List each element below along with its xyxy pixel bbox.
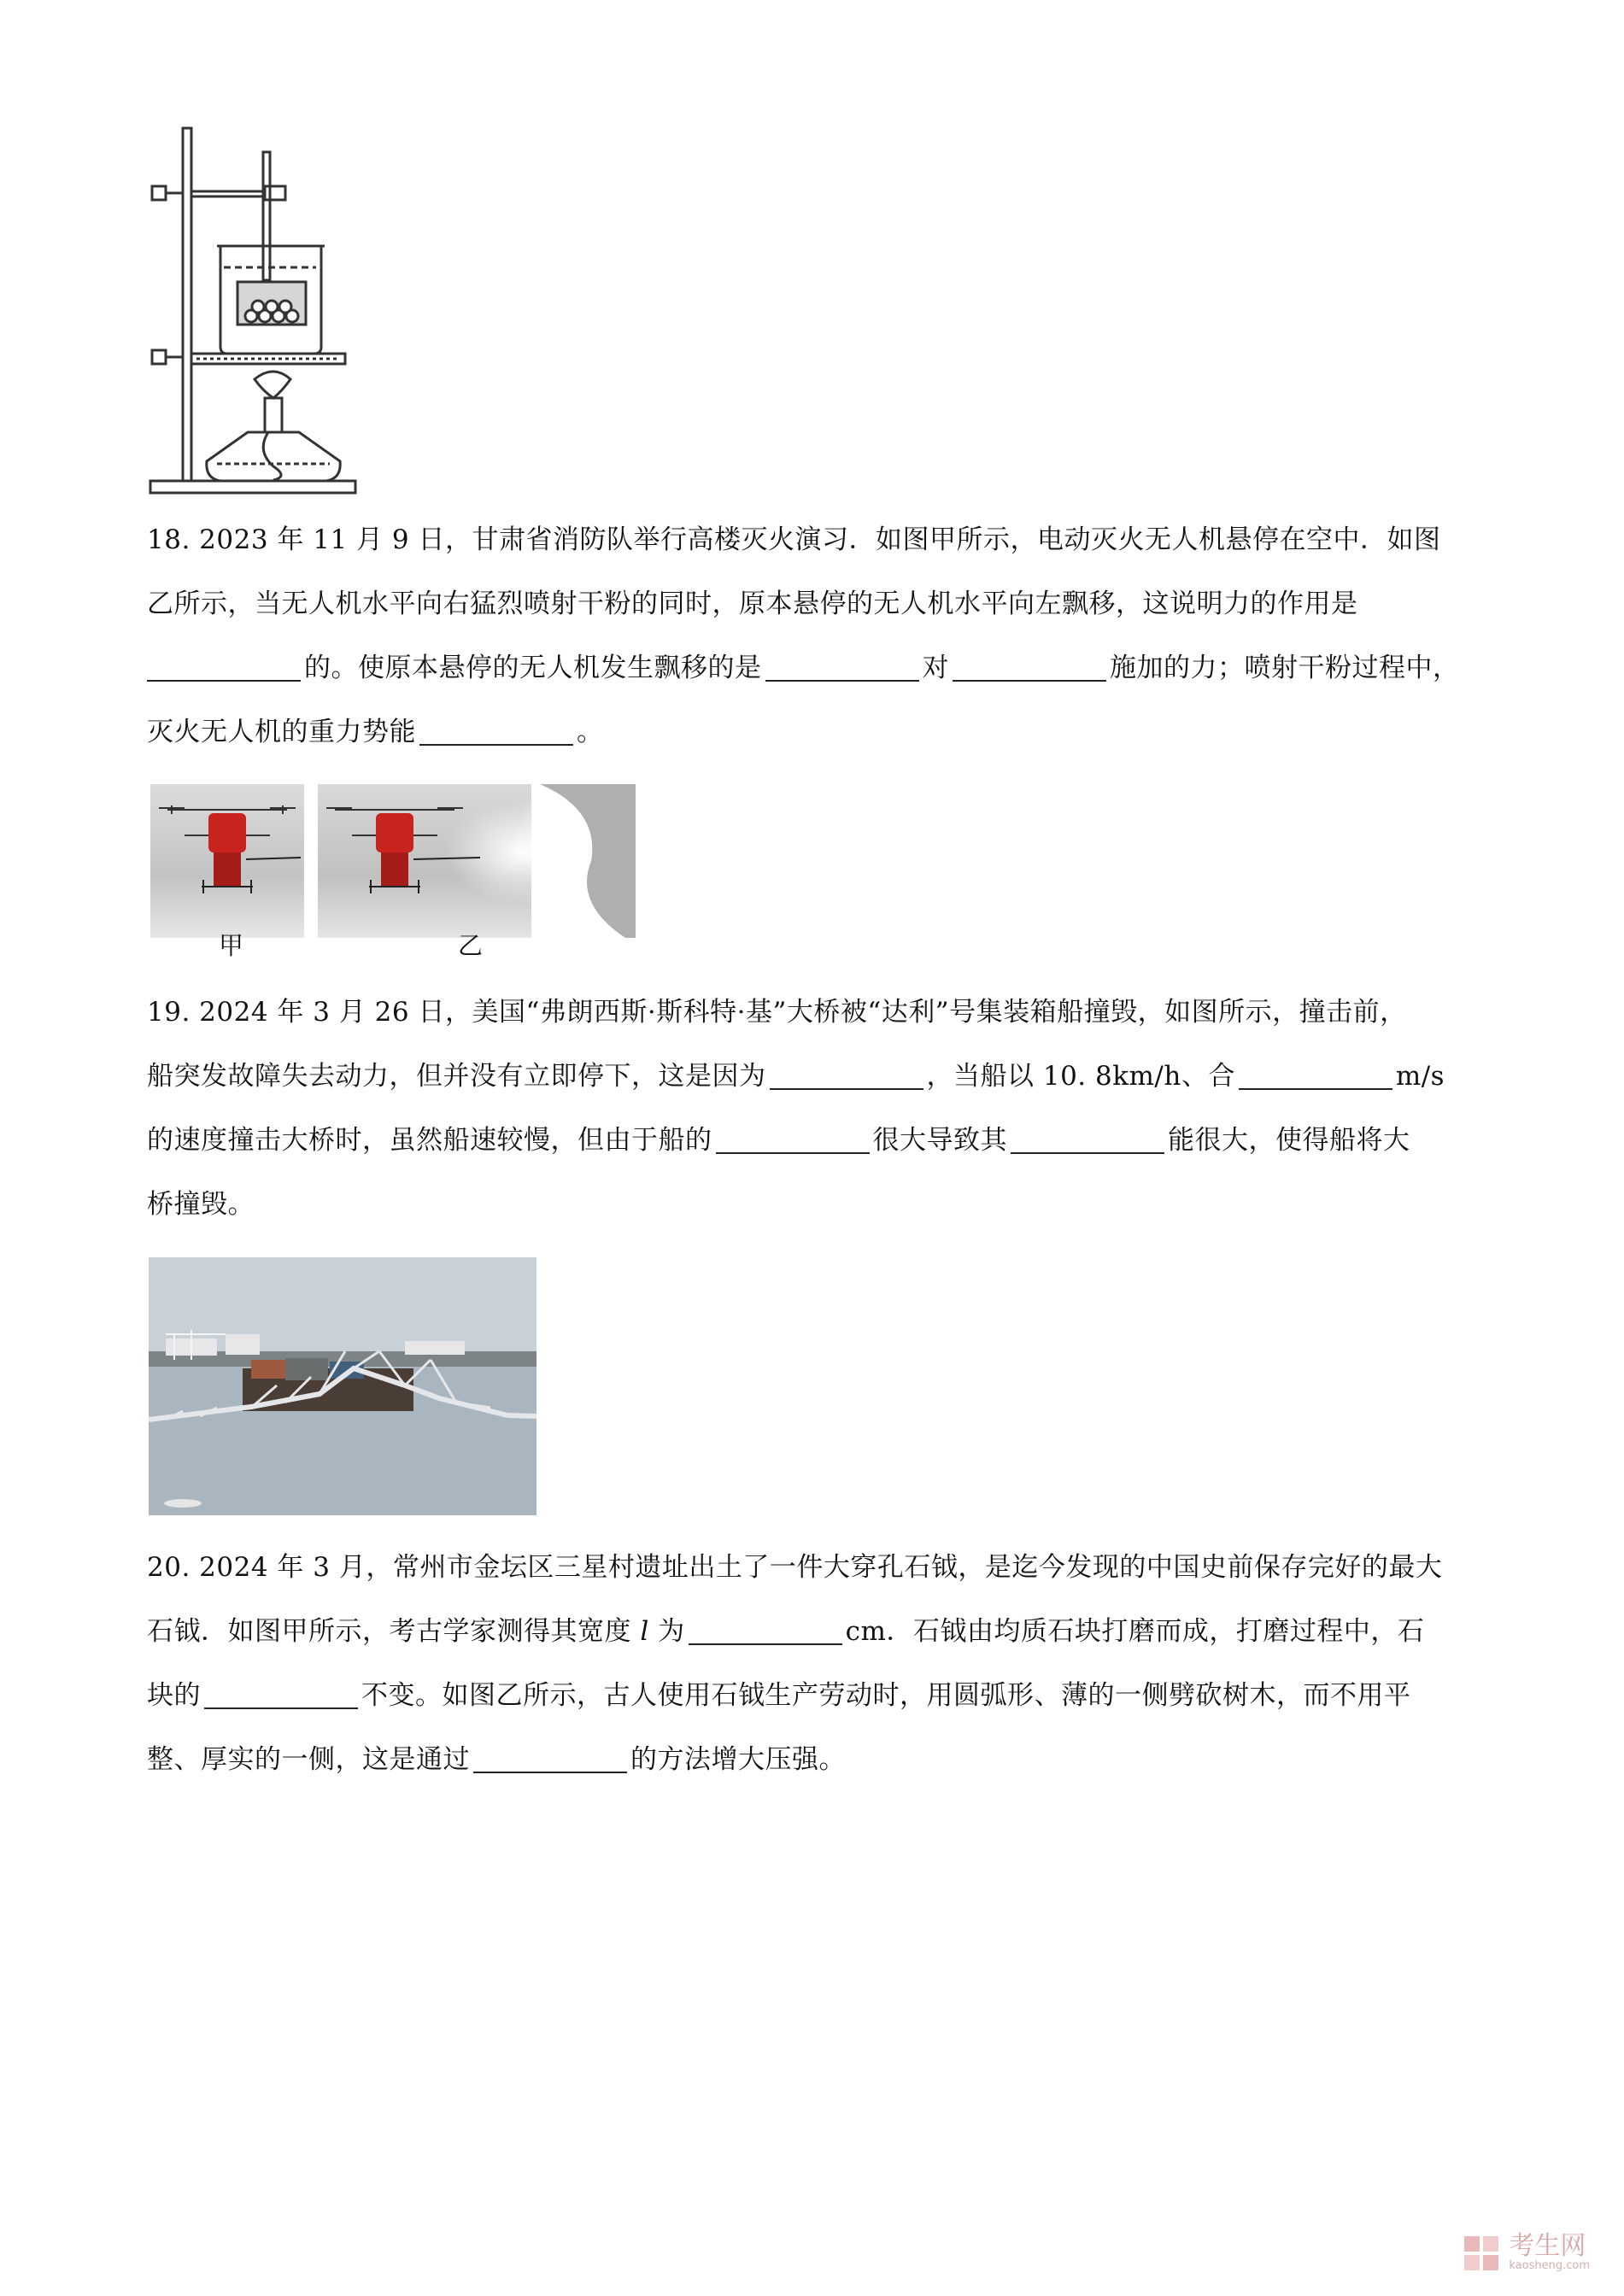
heating-apparatus-figure <box>145 126 367 511</box>
drone-photo-jia <box>150 784 304 938</box>
q19-text: ，当船以 10. 8km/h、合 <box>926 1061 1235 1092</box>
caption-yi: 乙 <box>458 931 484 960</box>
q18-text: 灭火无人机的重力势能 <box>147 717 416 747</box>
q18-line-3 <box>147 636 1497 700</box>
answer-blank[interactable] <box>1239 1063 1392 1090</box>
answer-blank[interactable] <box>770 1063 923 1090</box>
q18-line-2: 乙所示，当无人机水平向右猛烈喷射干粉的同时，原本悬停的无人机水平向左飘移，这说明力的作用是 <box>147 589 1358 619</box>
question-20 <box>147 1536 1497 1792</box>
answer-blank[interactable] <box>473 1746 627 1773</box>
answer-blank[interactable] <box>953 654 1106 682</box>
q20-text: 不变。如图乙所示，古人使用石钺生产劳动时，用圆弧形、薄的一侧劈砍树木，而不用平 <box>361 1680 1411 1711</box>
q20-text: 石钺．如图甲所示，考古学家测得其宽度 <box>147 1616 631 1647</box>
answer-blank[interactable] <box>147 654 301 682</box>
q18-text: 对 <box>922 653 949 683</box>
q20-line-3 <box>147 1664 1497 1728</box>
q19-line-2 <box>147 1045 1497 1109</box>
q18-text: 的。使原本悬停的无人机发生飘移的是 <box>304 653 762 683</box>
caption-jia: 甲 <box>219 931 244 960</box>
kaosheng-logo-icon <box>1463 2233 1502 2272</box>
width-variable-l: l <box>640 1616 649 1647</box>
q20-text: 块的 <box>147 1680 201 1711</box>
q19-text: 很大导致其 <box>872 1125 1007 1156</box>
q20-line-4 <box>147 1728 1497 1792</box>
drone-photo-yi <box>318 784 636 938</box>
q20-line-1: 20. 2024 年 3 月，常州市金坛区三星村遗址出土了一件大穿孔石钺，是迄今发现的中国史前保存完好的最大 <box>147 1552 1443 1583</box>
q19-text: 的速度撞击大桥时，虽然船速较慢，但由于船的 <box>147 1125 712 1156</box>
question-18 <box>147 508 1497 764</box>
q18-line-4 <box>147 700 1497 764</box>
q18-line-1: 18. 2023 年 11 月 9 日，甘肃省消防队举行高楼灭火演习．如图甲所示，电动灭火无人机悬停在空中．如图 <box>147 524 1441 555</box>
q20-text: cm．石钺由均质石块打磨而成，打磨过程中，石 <box>845 1616 1425 1647</box>
watermark-sub: kaosheng.com <box>1509 2258 1590 2272</box>
q19-line-4: 桥撞毁。 <box>147 1189 255 1220</box>
q19-text: m/s <box>1395 1061 1445 1092</box>
bridge-collapse-photo <box>149 1257 536 1515</box>
q19-text: 船突发故障失去动力，但并没有立即停下，这是因为 <box>147 1061 766 1092</box>
q19-line-3 <box>147 1109 1497 1173</box>
answer-blank[interactable] <box>689 1618 842 1645</box>
answer-blank[interactable] <box>716 1127 870 1154</box>
q20-text: 为 <box>658 1616 685 1647</box>
answer-blank[interactable] <box>419 718 573 746</box>
q20-line-2 <box>147 1600 1497 1664</box>
q18-text: 。 <box>577 717 604 747</box>
watermark <box>1463 2230 1590 2272</box>
q19-text: 能很大，使得船将大 <box>1168 1125 1410 1156</box>
watermark-text: 考生网 <box>1509 2230 1586 2261</box>
answer-blank[interactable] <box>204 1682 358 1709</box>
q20-text: 的方法增大压强。 <box>630 1744 846 1775</box>
question-19 <box>147 981 1497 1237</box>
q20-text: 整、厚实的一侧，这是通过 <box>147 1744 470 1775</box>
answer-blank[interactable] <box>765 654 919 682</box>
q18-text: 施加的力；喷射干粉过程中， <box>1110 653 1460 683</box>
answer-blank[interactable] <box>1011 1127 1164 1154</box>
q19-line-1: 19. 2024 年 3 月 26 日，美国“弗朗西斯·斯科特·基”大桥被“达利”号集装箱船撞毁，如图所示，撞击前， <box>147 997 1407 1028</box>
